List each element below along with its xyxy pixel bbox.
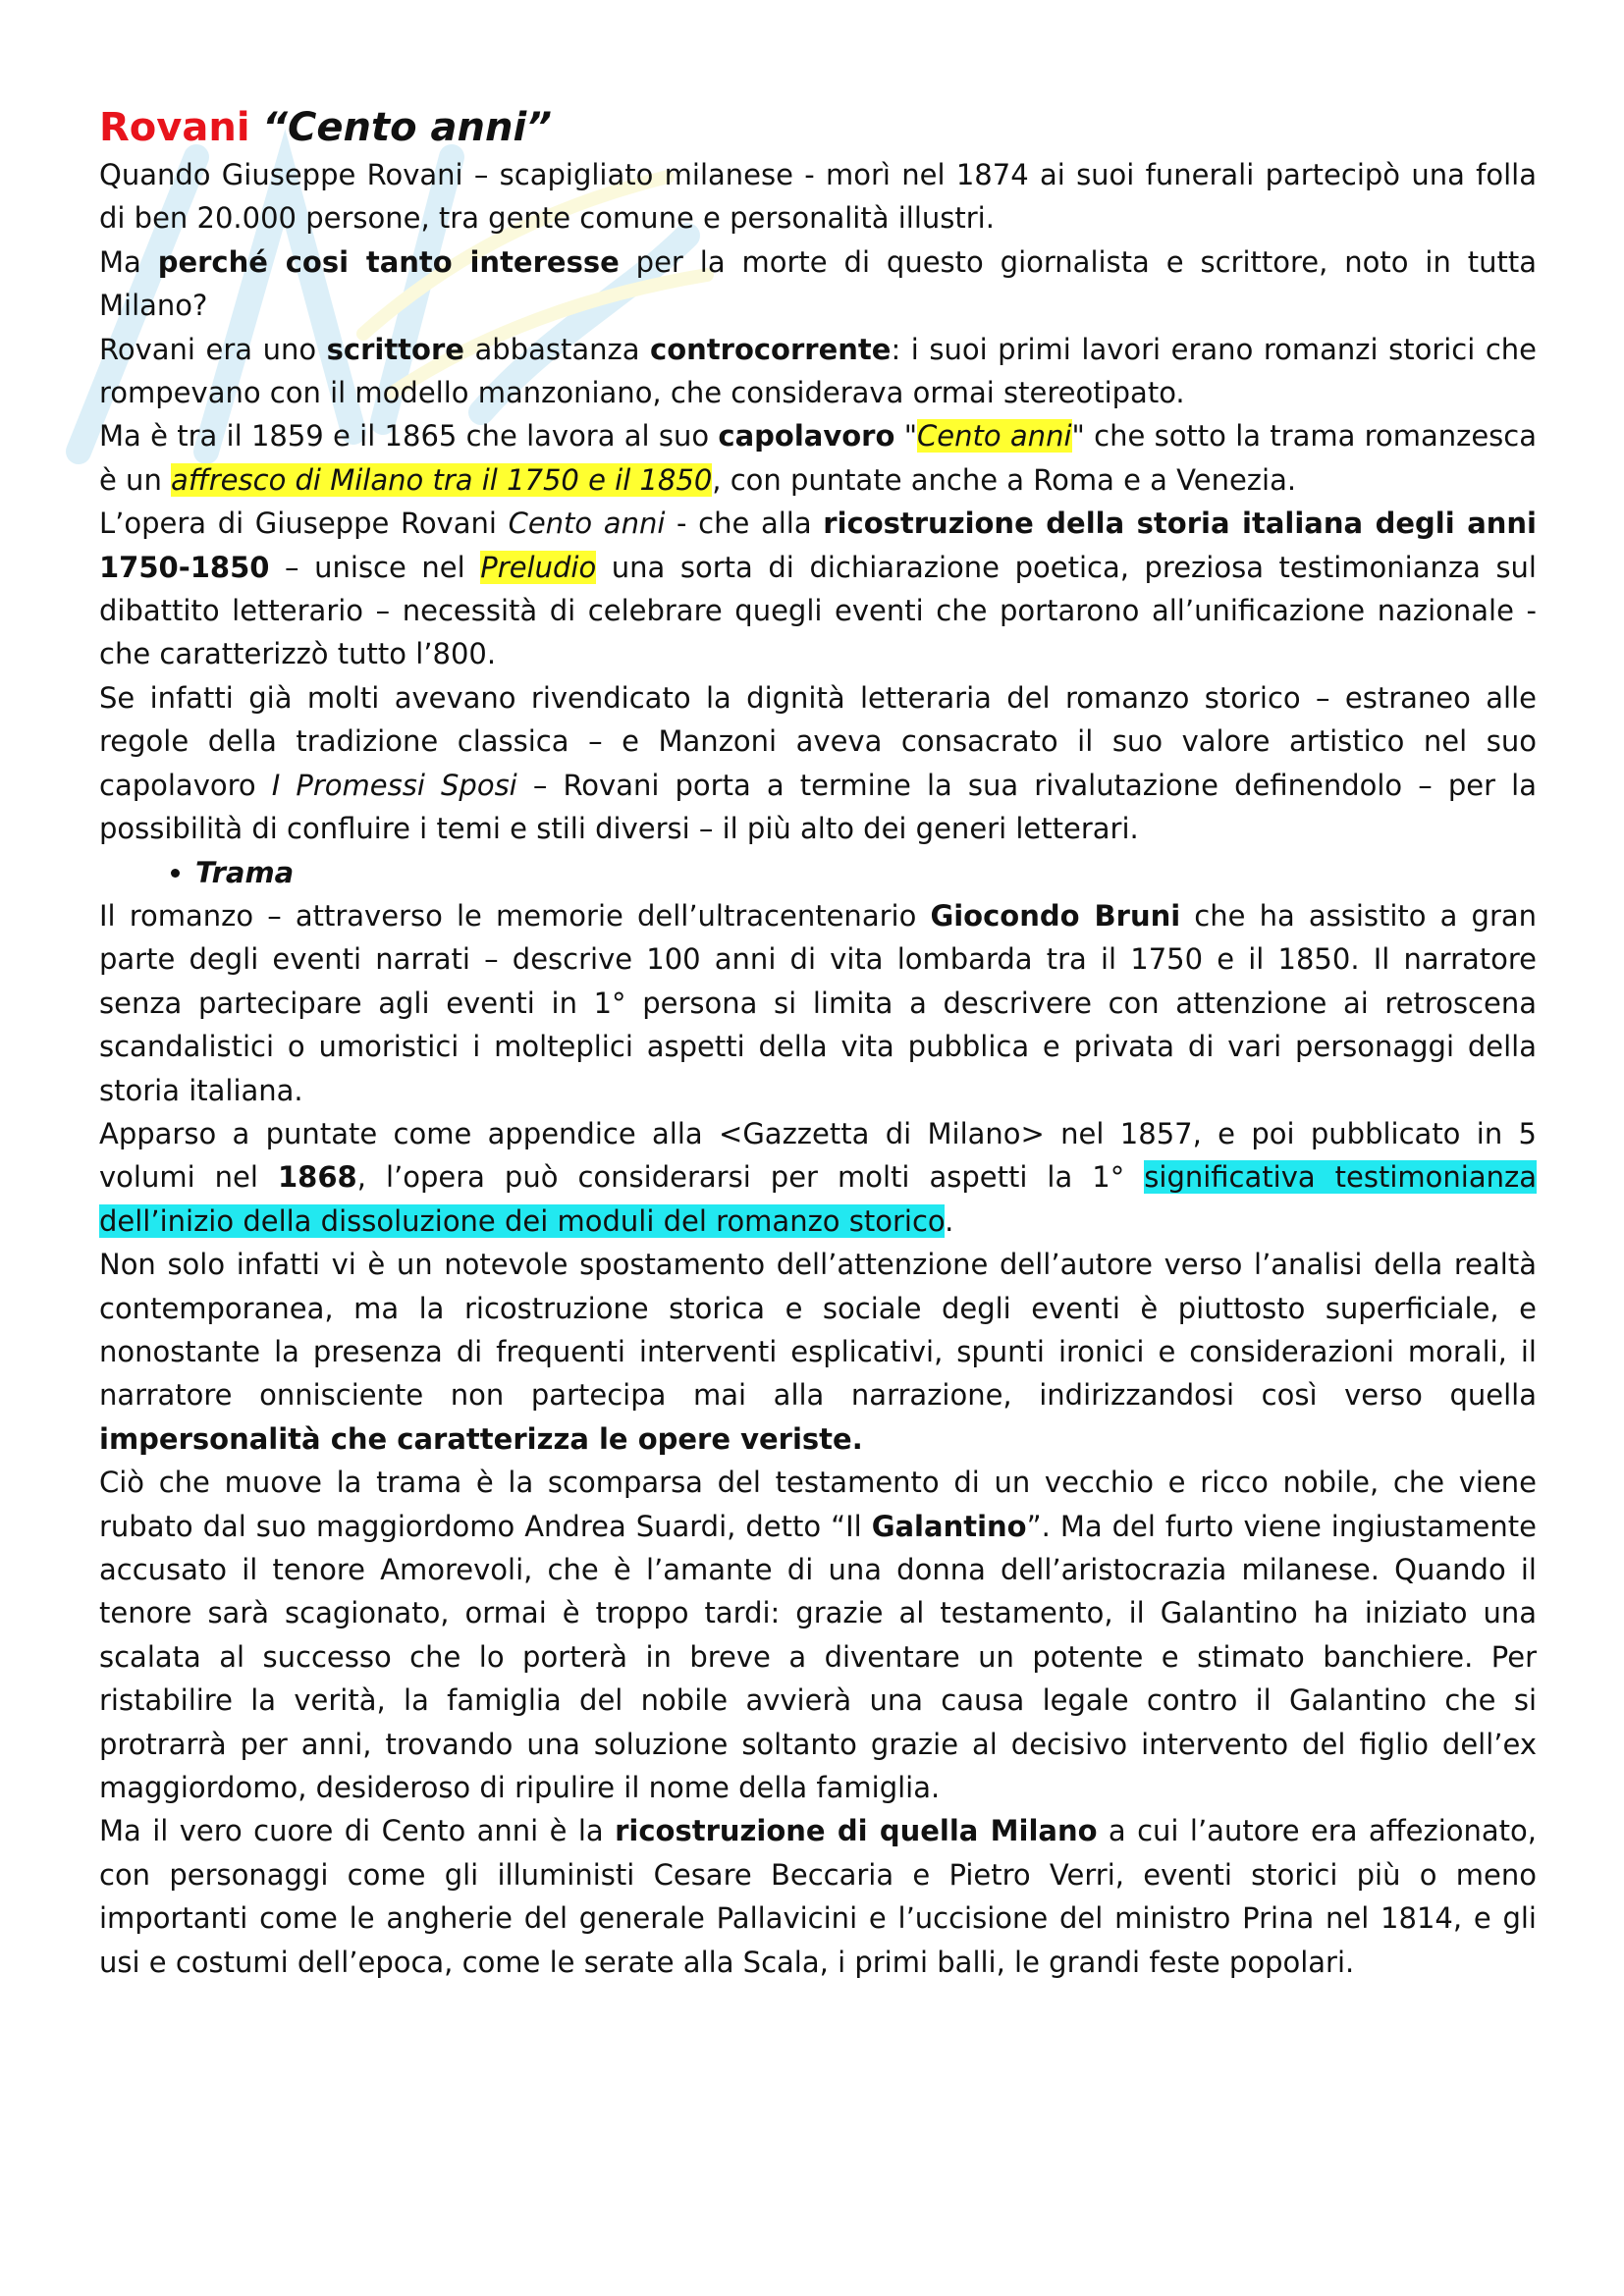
highlight-cento-anni: Cento anni <box>917 419 1072 454</box>
text-run: a cui l’autore era affezionato, con personaggi come gli illuministi Cesare Beccaria e Pietro Verri, eventi storici più o meno importanti come le angherie del generale Pallavicini e l’uccisione del ministro Prina nel 1814, e gli usi e costumi dell’epoca, come le serate alla Scala, i primi balli, le grandi feste popolari. <box>99 1814 1538 1979</box>
text-run: , l’opera può considerarsi per molti aspetti la 1° <box>356 1160 1145 1195</box>
bold-impersonalita: impersonalità che caratterizza le opere veriste. <box>99 1421 863 1456</box>
text-run: che ha assistito a gran parte degli eventi narrati – descrive 100 anni di vita lombarda tra il 1750 e il 1850. Il narratore senza partecipare agli eventi in 1° persona si limita a descrivere con attenzione ai retroscena scandalistici o umoristici i molteplici aspetti della vita pubblica e privata di vari personaggi della storia italiana. <box>99 898 1538 1107</box>
text-run: , con puntate anche a Roma e a Venezia. <box>712 462 1297 497</box>
paragraph-controcorrente <box>99 328 1537 415</box>
title-work <box>262 105 552 150</box>
text-run: : i suoi primi lavori erano romanzi storici che rompevano con il modello manzoniano, che considerava ormai stereotipato. <box>99 332 1538 410</box>
bold-1868: 1868 <box>277 1160 357 1195</box>
bold-why-interest: perché cosi tanto interesse <box>157 244 620 279</box>
highlight-dissoluzione: dell’inizio della dissoluzione dei moduli del romanzo storico <box>99 1203 946 1238</box>
paragraph-impersonalita <box>99 1243 1537 1461</box>
paragraph-galantino <box>99 1461 1537 1809</box>
title-work-name: Cento anni <box>288 105 527 150</box>
text-run: ”. Ma del furto viene ingiustamente accusato il tenore Amorevoli, che è l’amante di una donna dell’aristocrazia milanese. Quando il tenore sarà scagionato, ormai è troppo tardi: grazie al testamento, il Galantino ha iniziato una scalata al successo che lo porterà in breve a diventare un potente e stimato banchiere. Per ristabilire la verità, la famiglia del nobile avvierà una causa legale contro il Galantino che si protrarrà per anni, trovando una soluzione soltanto grazie al decisivo intervento del figlio dell’ex maggiordomo, desideroso di ripulire il nome della famiglia. <box>99 1509 1537 1805</box>
highlight-affresco: affresco di Milano tra il 1750 e il 1850 <box>171 462 713 497</box>
text-run: L’opera di Giuseppe Rovani <box>99 507 509 541</box>
text-run: una sorta di dichiarazione poetica, preziosa testimonianza sul dibattito letterario – necessità di celebrare quegli eventi che portarono all’unificazione nazionale - che caratterizzò tutto l’800. <box>99 550 1537 671</box>
text-run: " che sotto la trama romanzesca è un <box>99 419 1537 497</box>
bold-scrittore: scrittore <box>326 332 464 366</box>
bold-controcorrente: controcorrente <box>650 332 892 366</box>
document-page <box>99 102 1537 1984</box>
paragraph-milano <box>99 1809 1537 1984</box>
text-run: Apparso a puntate come appendice alla <Gazzetta di Milano> nel 1857, e poi pubblicato in 5 volumi nel <box>99 1116 1537 1195</box>
bold-capolavoro: capolavoro <box>718 419 895 454</box>
text-run: Se infatti già molti avevano rivendicato la dignità letteraria del romanzo storico – estraneo alle regole della tradizione classica – e Manzoni aveva consacrato il suo valore artistico nel suo capolavoro <box>99 680 1537 802</box>
document-title <box>99 102 1537 153</box>
paragraph-interest <box>99 240 1537 328</box>
text-run: per la morte di questo giornalista e scrittore, noto in tutta Milano? <box>99 244 1537 323</box>
text-run: . <box>945 1203 954 1238</box>
bold-giocondo-bruni: Giocondo Bruni <box>930 898 1181 933</box>
bold-ricostruzione-storia: ricostruzione della storia italiana degli anni 1750-1850 <box>99 507 1537 584</box>
text-run: abbastanza <box>463 332 651 366</box>
text-run: " <box>894 419 918 454</box>
text-run: Ma il vero cuore di Cento anni è la <box>99 1814 616 1848</box>
paragraph-trama-intro <box>99 894 1537 1112</box>
title-open-quote: “ <box>262 105 289 150</box>
text-run: Ciò che muove la trama è la scomparsa del testamento di un vecchio e ricco nobile, che viene rubato dal suo maggiordomo Andrea Suardi, detto “Il <box>99 1466 1537 1543</box>
bold-ricostruzione-milano: ricostruzione di quella Milano <box>615 1814 1098 1848</box>
italic-promessi-sposi: I Promessi Sposi <box>271 768 517 802</box>
section-bullet-list <box>99 851 1537 894</box>
title-author-name: Rovani <box>99 105 250 150</box>
text-run: Ma è tra il 1859 e il 1865 che lavora al suo <box>99 419 719 454</box>
italic-cento-anni: Cento anni <box>508 507 666 541</box>
bullet-trama: • Trama <box>195 851 1537 894</box>
paragraph-romanzo-storico <box>99 676 1537 851</box>
text-run: – Rovani porta a termine la sua rivalutazione definendolo – per la possibilità di confluire i temi e stili diversi – il più alto dei generi letterari. <box>99 768 1537 846</box>
bold-galantino: Galantino <box>871 1509 1027 1543</box>
paragraph-capolavoro <box>99 414 1537 502</box>
highlight-preludio: Preludio <box>480 550 597 584</box>
text-run: Il romanzo – attraverso le memorie dell’ultracentenario <box>99 898 931 933</box>
text-run: Ma <box>99 244 158 279</box>
text-run: – unisce nel <box>269 550 481 584</box>
paragraph-pubblicazione <box>99 1112 1537 1243</box>
paragraph-preludio <box>99 502 1537 676</box>
text-run: - che alla <box>665 507 824 541</box>
text-run: Non solo infatti vi è un notevole spostamento dell’attenzione dell’autore verso l’analisi della realtà contemporanea, ma la ricostruzione storica e sociale degli eventi è piuttosto superficiale, e nonostante la presenza di frequenti interventi esplicativi, spunti ironici e considerazioni morali, il narratore onnisciente non partecipa mai alla narrazione, indirizzandosi così verso quella <box>99 1248 1537 1413</box>
text-run: Rovani era uno <box>99 332 327 366</box>
highlight-testimonianza: significativa testimonianza <box>1144 1160 1537 1195</box>
paragraph-funeral: Quando Giuseppe Rovani – scapigliato milanese - morì nel 1874 ai suoi funerali partecipò una folla di ben 20.000 persone, tra gente comune e personalità illustri. <box>99 158 1537 236</box>
title-close-quote: ” <box>526 105 552 150</box>
